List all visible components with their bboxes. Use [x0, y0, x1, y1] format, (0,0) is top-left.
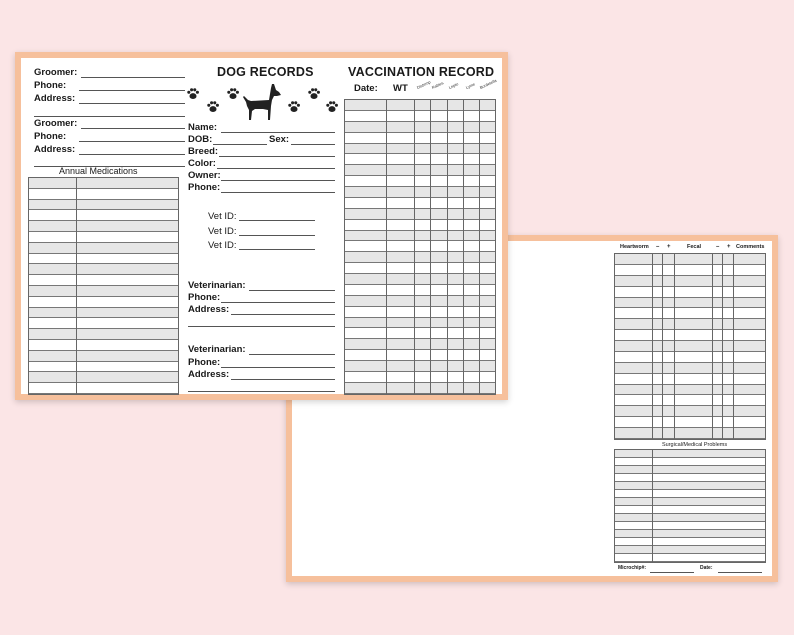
column-divider [463, 100, 464, 394]
groomer1-phone-label: Phone: [34, 80, 67, 91]
heartworm-plus: + [667, 244, 671, 250]
table-row [345, 231, 495, 242]
table-row [615, 498, 765, 506]
table-row [29, 351, 178, 362]
breed-label: Breed: [188, 146, 219, 157]
column-divider [662, 254, 663, 439]
table-row [615, 276, 765, 287]
heartworm-fecal-table [614, 253, 766, 440]
column-divider [447, 100, 448, 394]
vaccination-table [344, 99, 496, 395]
column-divider [430, 100, 431, 394]
table-row [29, 200, 178, 211]
groomer2-address-label: Address: [34, 144, 76, 155]
dog-silhouette-icon [241, 82, 283, 122]
veterinarian1-label: Veterinarian: [188, 280, 246, 291]
paw-print-icon [186, 87, 200, 101]
veterinarian2-label: Veterinarian: [188, 344, 246, 355]
microchip-label: Microchip#: [618, 565, 647, 571]
vet-id-line-1 [239, 220, 315, 221]
table-row [615, 341, 765, 352]
vet1-address-line [231, 314, 335, 315]
annual-medications-title: Annual Medications [59, 166, 138, 176]
table-row [615, 482, 765, 490]
table-row [615, 538, 765, 546]
breed-line [219, 156, 335, 157]
table-row [345, 307, 495, 318]
groomer1-address-line2 [34, 116, 185, 117]
veterinarian1-line [249, 290, 335, 291]
table-row [615, 458, 765, 466]
table-row [615, 298, 765, 309]
vaccination-record-title: VACCINATION RECORD [348, 65, 495, 79]
color-line [217, 168, 335, 169]
table-row [345, 241, 495, 252]
surgical-title: Surgical/Medical Problems [662, 442, 728, 448]
table-row [345, 263, 495, 274]
fecal-header: Fecal [687, 244, 702, 250]
table-row [615, 522, 765, 530]
column-divider [652, 254, 653, 439]
table-row [345, 372, 495, 383]
sex-label: Sex: [269, 134, 290, 145]
table-row [345, 187, 495, 198]
table-row [29, 340, 178, 351]
table-row [29, 232, 178, 243]
table-row [29, 221, 178, 232]
vet1-phone-label: Phone: [188, 292, 221, 303]
table-row [615, 308, 765, 319]
table-row [345, 122, 495, 133]
color-label: Color: [188, 158, 216, 169]
vet-id-label-2: Vet ID: [208, 226, 237, 237]
paw-print-icon [325, 100, 339, 114]
table-row [29, 286, 178, 297]
table-row [29, 318, 178, 329]
owner-line [221, 180, 335, 181]
table-row [345, 176, 495, 187]
dob-label: DOB: [188, 134, 213, 145]
paw-print-icon [287, 100, 301, 114]
table-row [615, 506, 765, 514]
phone-label: Phone: [188, 182, 221, 193]
vet2-phone-line [221, 367, 335, 368]
microchip-line [650, 572, 694, 573]
table-row [615, 330, 765, 341]
name-label: Name: [188, 122, 218, 133]
column-divider [652, 450, 653, 562]
phone-line [221, 192, 335, 193]
table-row [29, 210, 178, 221]
table-row [615, 374, 765, 385]
table-row [615, 385, 765, 396]
column-divider [386, 100, 387, 394]
vet1-address-line2 [188, 326, 335, 327]
table-row [615, 450, 765, 458]
surgical-problems-table [614, 449, 766, 563]
table-row [615, 474, 765, 482]
table-row [345, 198, 495, 209]
groomer1-address-line [79, 103, 185, 104]
table-row [345, 111, 495, 122]
table-row [345, 383, 495, 394]
table-row [615, 352, 765, 363]
table-row [345, 318, 495, 329]
table-row [615, 546, 765, 554]
vet2-address-label: Address: [188, 369, 230, 380]
groomer1-label: Groomer: [34, 67, 78, 78]
table-row [29, 297, 178, 308]
groomer2-address-line [79, 154, 185, 155]
heartworm-header: Heartworm [620, 244, 649, 250]
heartworm-minus: – [656, 244, 660, 250]
vaccine-header-4: Lyme [464, 81, 476, 90]
table-row [345, 361, 495, 372]
table-row [615, 254, 765, 265]
table-row [345, 100, 495, 111]
annual-medications-table [28, 177, 179, 395]
table-row [615, 287, 765, 298]
vet2-address-line2 [188, 391, 335, 392]
table-row [615, 406, 765, 417]
table-row [345, 350, 495, 361]
groomer2-label: Groomer: [34, 118, 78, 129]
comments-header: Comments [736, 244, 765, 250]
table-row [345, 296, 495, 307]
table-row [29, 243, 178, 254]
table-row [345, 252, 495, 263]
table-row [29, 275, 178, 286]
vaccine-header-2: Rabies [430, 80, 445, 90]
column-divider [722, 254, 723, 439]
table-row [615, 514, 765, 522]
veterinarian2-line [249, 354, 335, 355]
vet-id-label-3: Vet ID: [208, 240, 237, 251]
table-row [29, 372, 178, 383]
back-date-label: Date: [700, 565, 713, 571]
table-row [345, 209, 495, 220]
column-divider [733, 254, 734, 439]
table-row [29, 189, 178, 200]
dob-line [213, 144, 267, 145]
table-row [29, 308, 178, 319]
vet-id-line-2 [239, 235, 315, 236]
table-row [29, 254, 178, 265]
vet1-phone-line [221, 302, 335, 303]
groomer1-phone-line [79, 90, 185, 91]
table-row [345, 339, 495, 350]
table-row [615, 490, 765, 498]
name-line [221, 132, 335, 133]
vaccine-header-3: Lepto [447, 81, 460, 90]
table-row [345, 274, 495, 285]
paw-print-icon [226, 87, 240, 101]
groomer2-phone-line [79, 141, 185, 142]
table-row [615, 265, 765, 276]
vaccine-header-5: Bordetella [478, 77, 498, 90]
groomer1-line [81, 77, 185, 78]
table-row [345, 165, 495, 176]
table-row [345, 328, 495, 339]
vet1-address-label: Address: [188, 304, 230, 315]
vet2-phone-label: Phone: [188, 357, 221, 368]
paw-print-icon [206, 100, 220, 114]
table-row [615, 417, 765, 428]
table-row [615, 466, 765, 474]
back-date-line [718, 572, 762, 573]
groomer2-phone-label: Phone: [34, 131, 67, 142]
table-row [345, 285, 495, 296]
table-row [29, 178, 178, 189]
table-row [345, 154, 495, 165]
column-divider [414, 100, 415, 394]
table-row [615, 395, 765, 406]
table-row [615, 428, 765, 439]
table-row [615, 363, 765, 374]
table-row [615, 530, 765, 538]
column-divider [712, 254, 713, 439]
vaccination-wt-label: WT [393, 83, 408, 94]
groomer1-address-label: Address: [34, 93, 76, 104]
table-row [29, 362, 178, 373]
owner-label: Owner: [188, 170, 221, 181]
fecal-minus: – [716, 244, 720, 250]
table-row [615, 554, 765, 562]
vet-id-label-1: Vet ID: [208, 211, 237, 222]
vet-id-line-3 [239, 249, 315, 250]
table-row [345, 220, 495, 231]
table-row [29, 329, 178, 340]
front-card [15, 52, 508, 400]
groomer2-line [81, 128, 185, 129]
vet2-address-line [231, 379, 335, 380]
paw-print-icon [307, 87, 321, 101]
table-row [29, 264, 178, 275]
table-row [345, 144, 495, 155]
column-divider [479, 100, 480, 394]
vaccination-date-label: Date: [354, 83, 378, 94]
fecal-plus: + [727, 244, 731, 250]
column-divider [76, 178, 77, 394]
table-row [615, 319, 765, 330]
dog-records-title: DOG RECORDS [217, 65, 314, 79]
table-row [345, 133, 495, 144]
table-row [29, 383, 178, 394]
column-divider [674, 254, 675, 439]
sex-line [291, 144, 335, 145]
vaccine-header-1: Distemp [415, 79, 432, 90]
